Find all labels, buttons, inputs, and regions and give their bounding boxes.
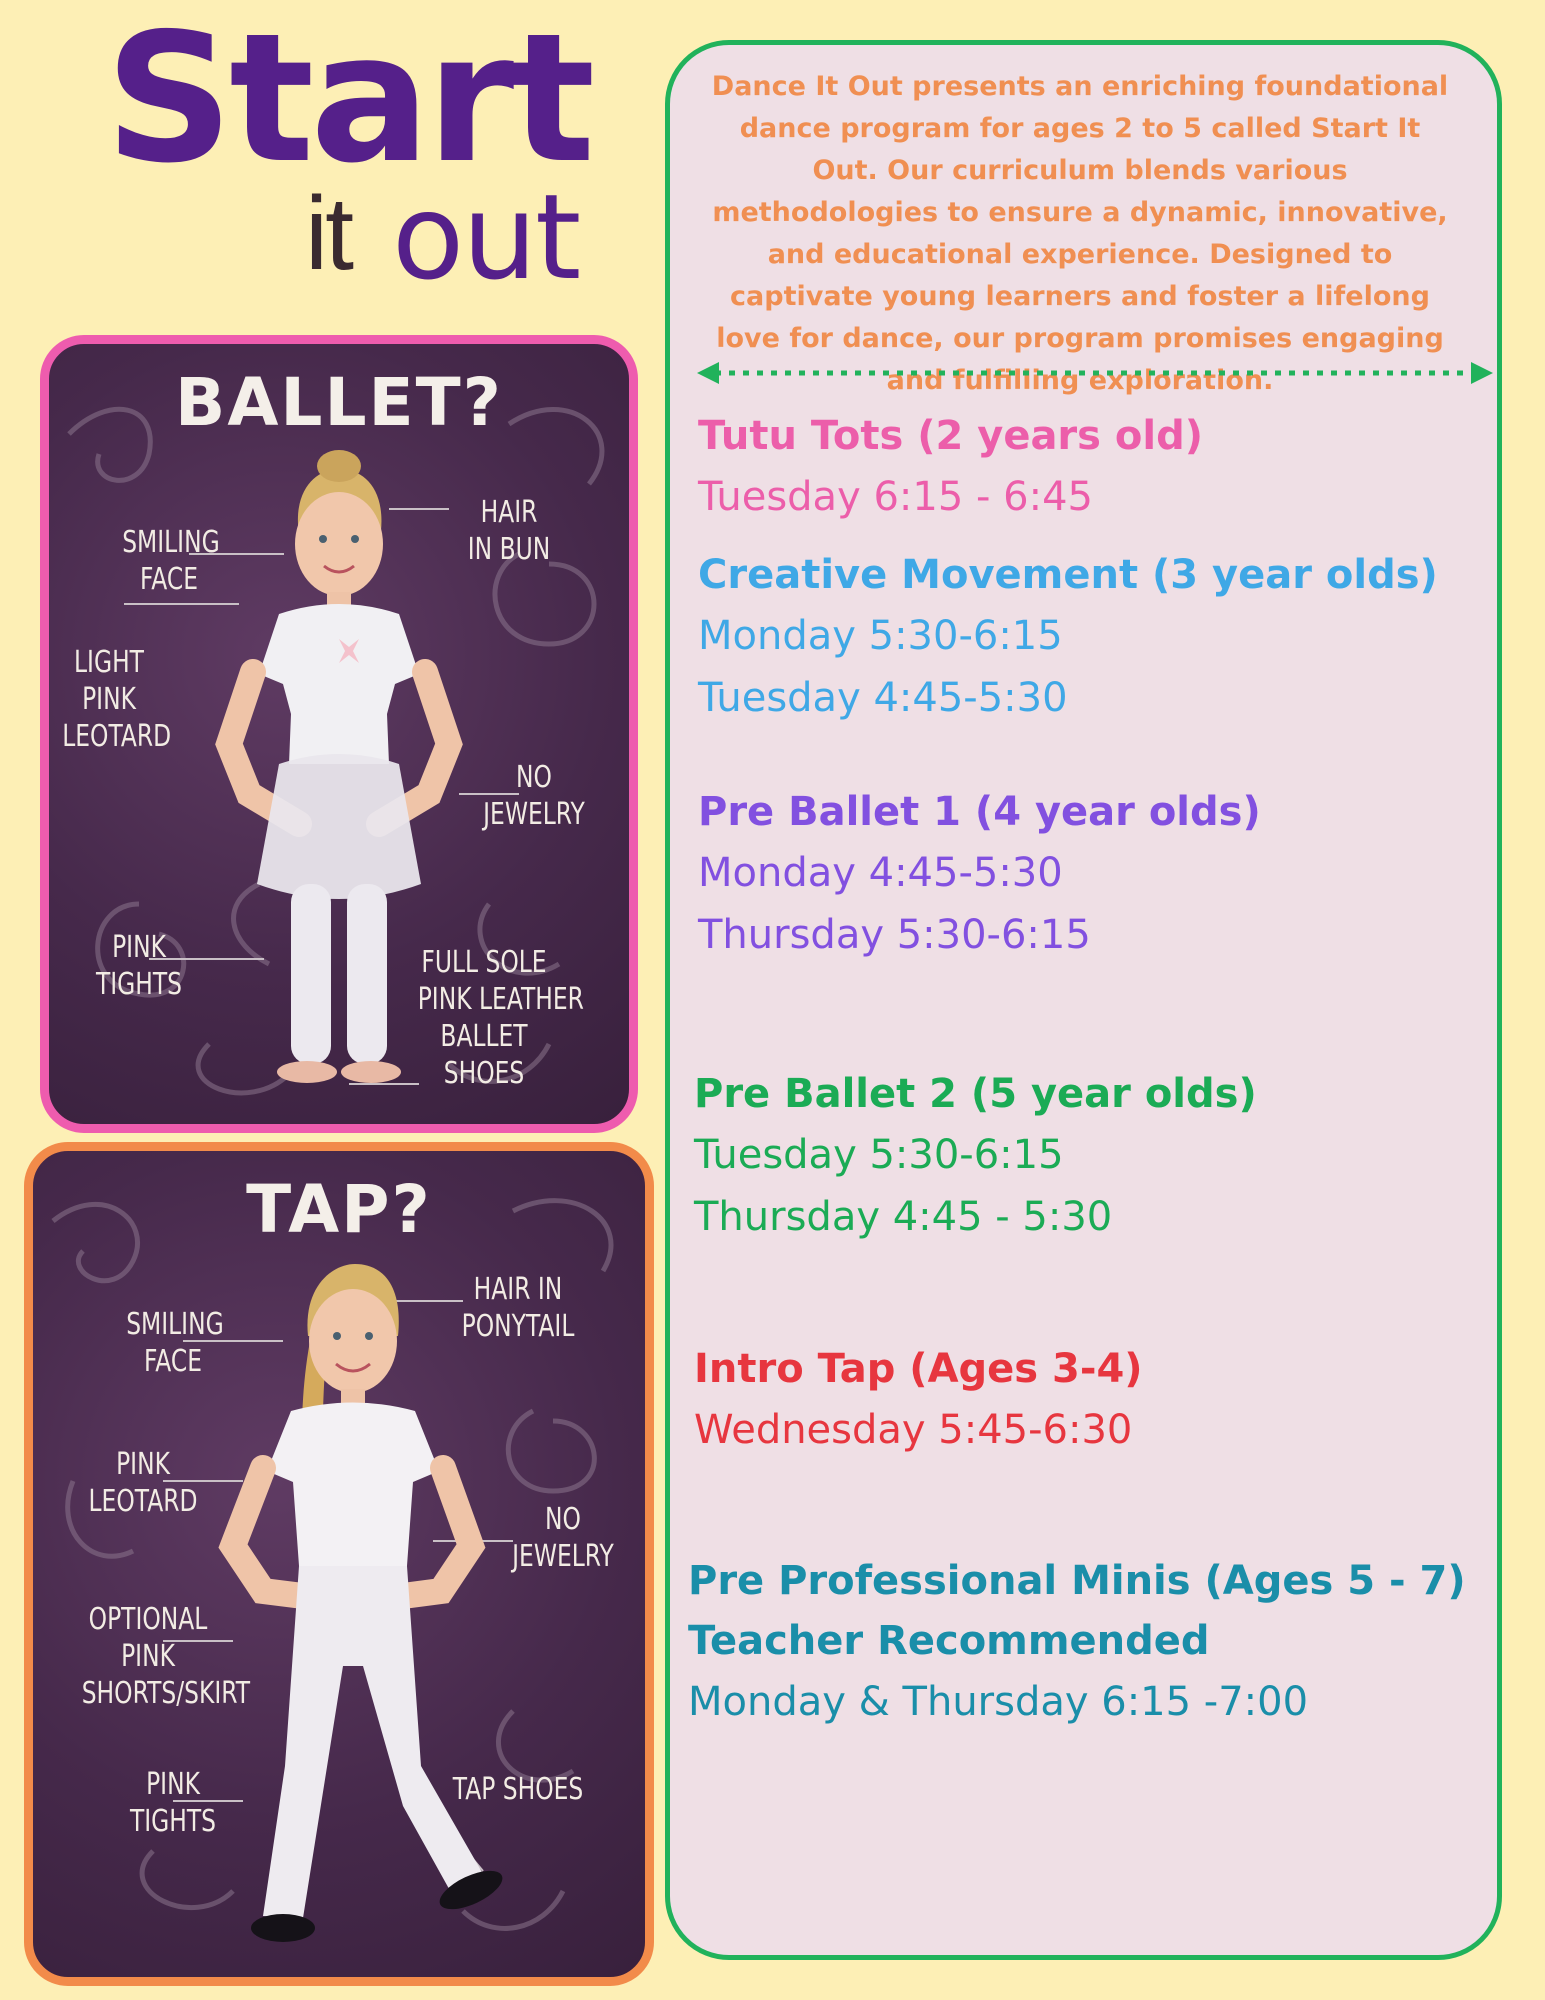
ballet-card-title: BALLET? [175, 364, 503, 441]
class-name: Pre Ballet 1 (4 year olds) [698, 789, 1261, 835]
class-time: Tuesday 5:30-6:15 [694, 1132, 1064, 1178]
class-time: Thursday 5:30-6:15 [698, 912, 1091, 958]
label-tap-shoes: TAP SHOES [452, 1772, 584, 1807]
ballet-attire-card [40, 335, 638, 1133]
class-name: Creative Movement (3 year olds) [698, 552, 1438, 598]
class-time: Monday 4:45-5:30 [698, 850, 1063, 896]
class-pre-ballet-1 [698, 782, 1261, 966]
class-name: Tutu Tots (2 years old) [698, 413, 1203, 459]
label-smiling-face: SMILING FACE [126, 1307, 224, 1379]
label-no-jewelry: NO JEWELRY [483, 760, 585, 832]
label-hair-in-ponytail: HAIR IN PONYTAIL [461, 1272, 575, 1344]
class-time: Tuesday 4:45-5:30 [698, 675, 1068, 721]
label-pink-leotard: PINK LEOTARD [88, 1447, 198, 1519]
label-optional-shorts-skirt: OPTIONAL PINK SHORTS/SKIRT [81, 1602, 251, 1711]
class-time: Thursday 4:45 - 5:30 [694, 1194, 1113, 1240]
class-time: Wednesday 5:45-6:30 [694, 1407, 1133, 1453]
class-time: Monday & Thursday 6:15 -7:00 [688, 1679, 1309, 1725]
class-name: Pre Ballet 2 (5 year olds) [694, 1071, 1257, 1117]
class-pre-ballet-2 [694, 1064, 1257, 1248]
dotted-arrow-divider [695, 360, 1495, 386]
class-tutu-tots [698, 406, 1203, 528]
logo-out: out [392, 168, 580, 306]
class-time: Monday 5:30-6:15 [698, 613, 1063, 659]
label-light-pink-leotard: LIGHT PINK LEOTARD [62, 645, 172, 754]
logo-start: Start [105, 0, 592, 202]
logo-it: it [305, 176, 351, 292]
label-no-jewelry: NO JEWELRY [512, 1502, 614, 1574]
tap-attire-card [24, 1142, 654, 1986]
class-pre-professional-minis [688, 1551, 1466, 1733]
class-creative-movement [698, 545, 1438, 729]
class-name: Pre Professional Minis (Ages 5 - 7) [688, 1558, 1466, 1604]
label-smiling-face: SMILING FACE [122, 525, 220, 597]
class-subtitle: Teacher Recommended [688, 1618, 1210, 1664]
class-name: Intro Tap (Ages 3-4) [694, 1346, 1143, 1392]
label-pink-tights: PINK TIGHTS [95, 930, 183, 1002]
label-pink-tights: PINK TIGHTS [129, 1767, 217, 1839]
label-ballet-shoes: FULL SOLE PINK LEATHER BALLET SHOES [417, 945, 584, 1091]
tap-card-title: TAP? [246, 1171, 432, 1248]
program-intro: Dance It Out presents an enriching foundational dance program for ages 2 to 5 called Start It Out. Our curriculum blends various methodologies to ensure a dynamic, innovative, and educational experience. Designed to captivate young learners and foster a lifelong love for dance, our program promises engaging and fulfilling exploration. [711, 71, 1449, 396]
tap-dancer-figure [203, 1246, 503, 1966]
class-intro-tap [694, 1339, 1143, 1461]
class-time: Tuesday 6:15 - 6:45 [698, 474, 1093, 520]
label-hair-in-bun: HAIR IN BUN [467, 495, 551, 567]
